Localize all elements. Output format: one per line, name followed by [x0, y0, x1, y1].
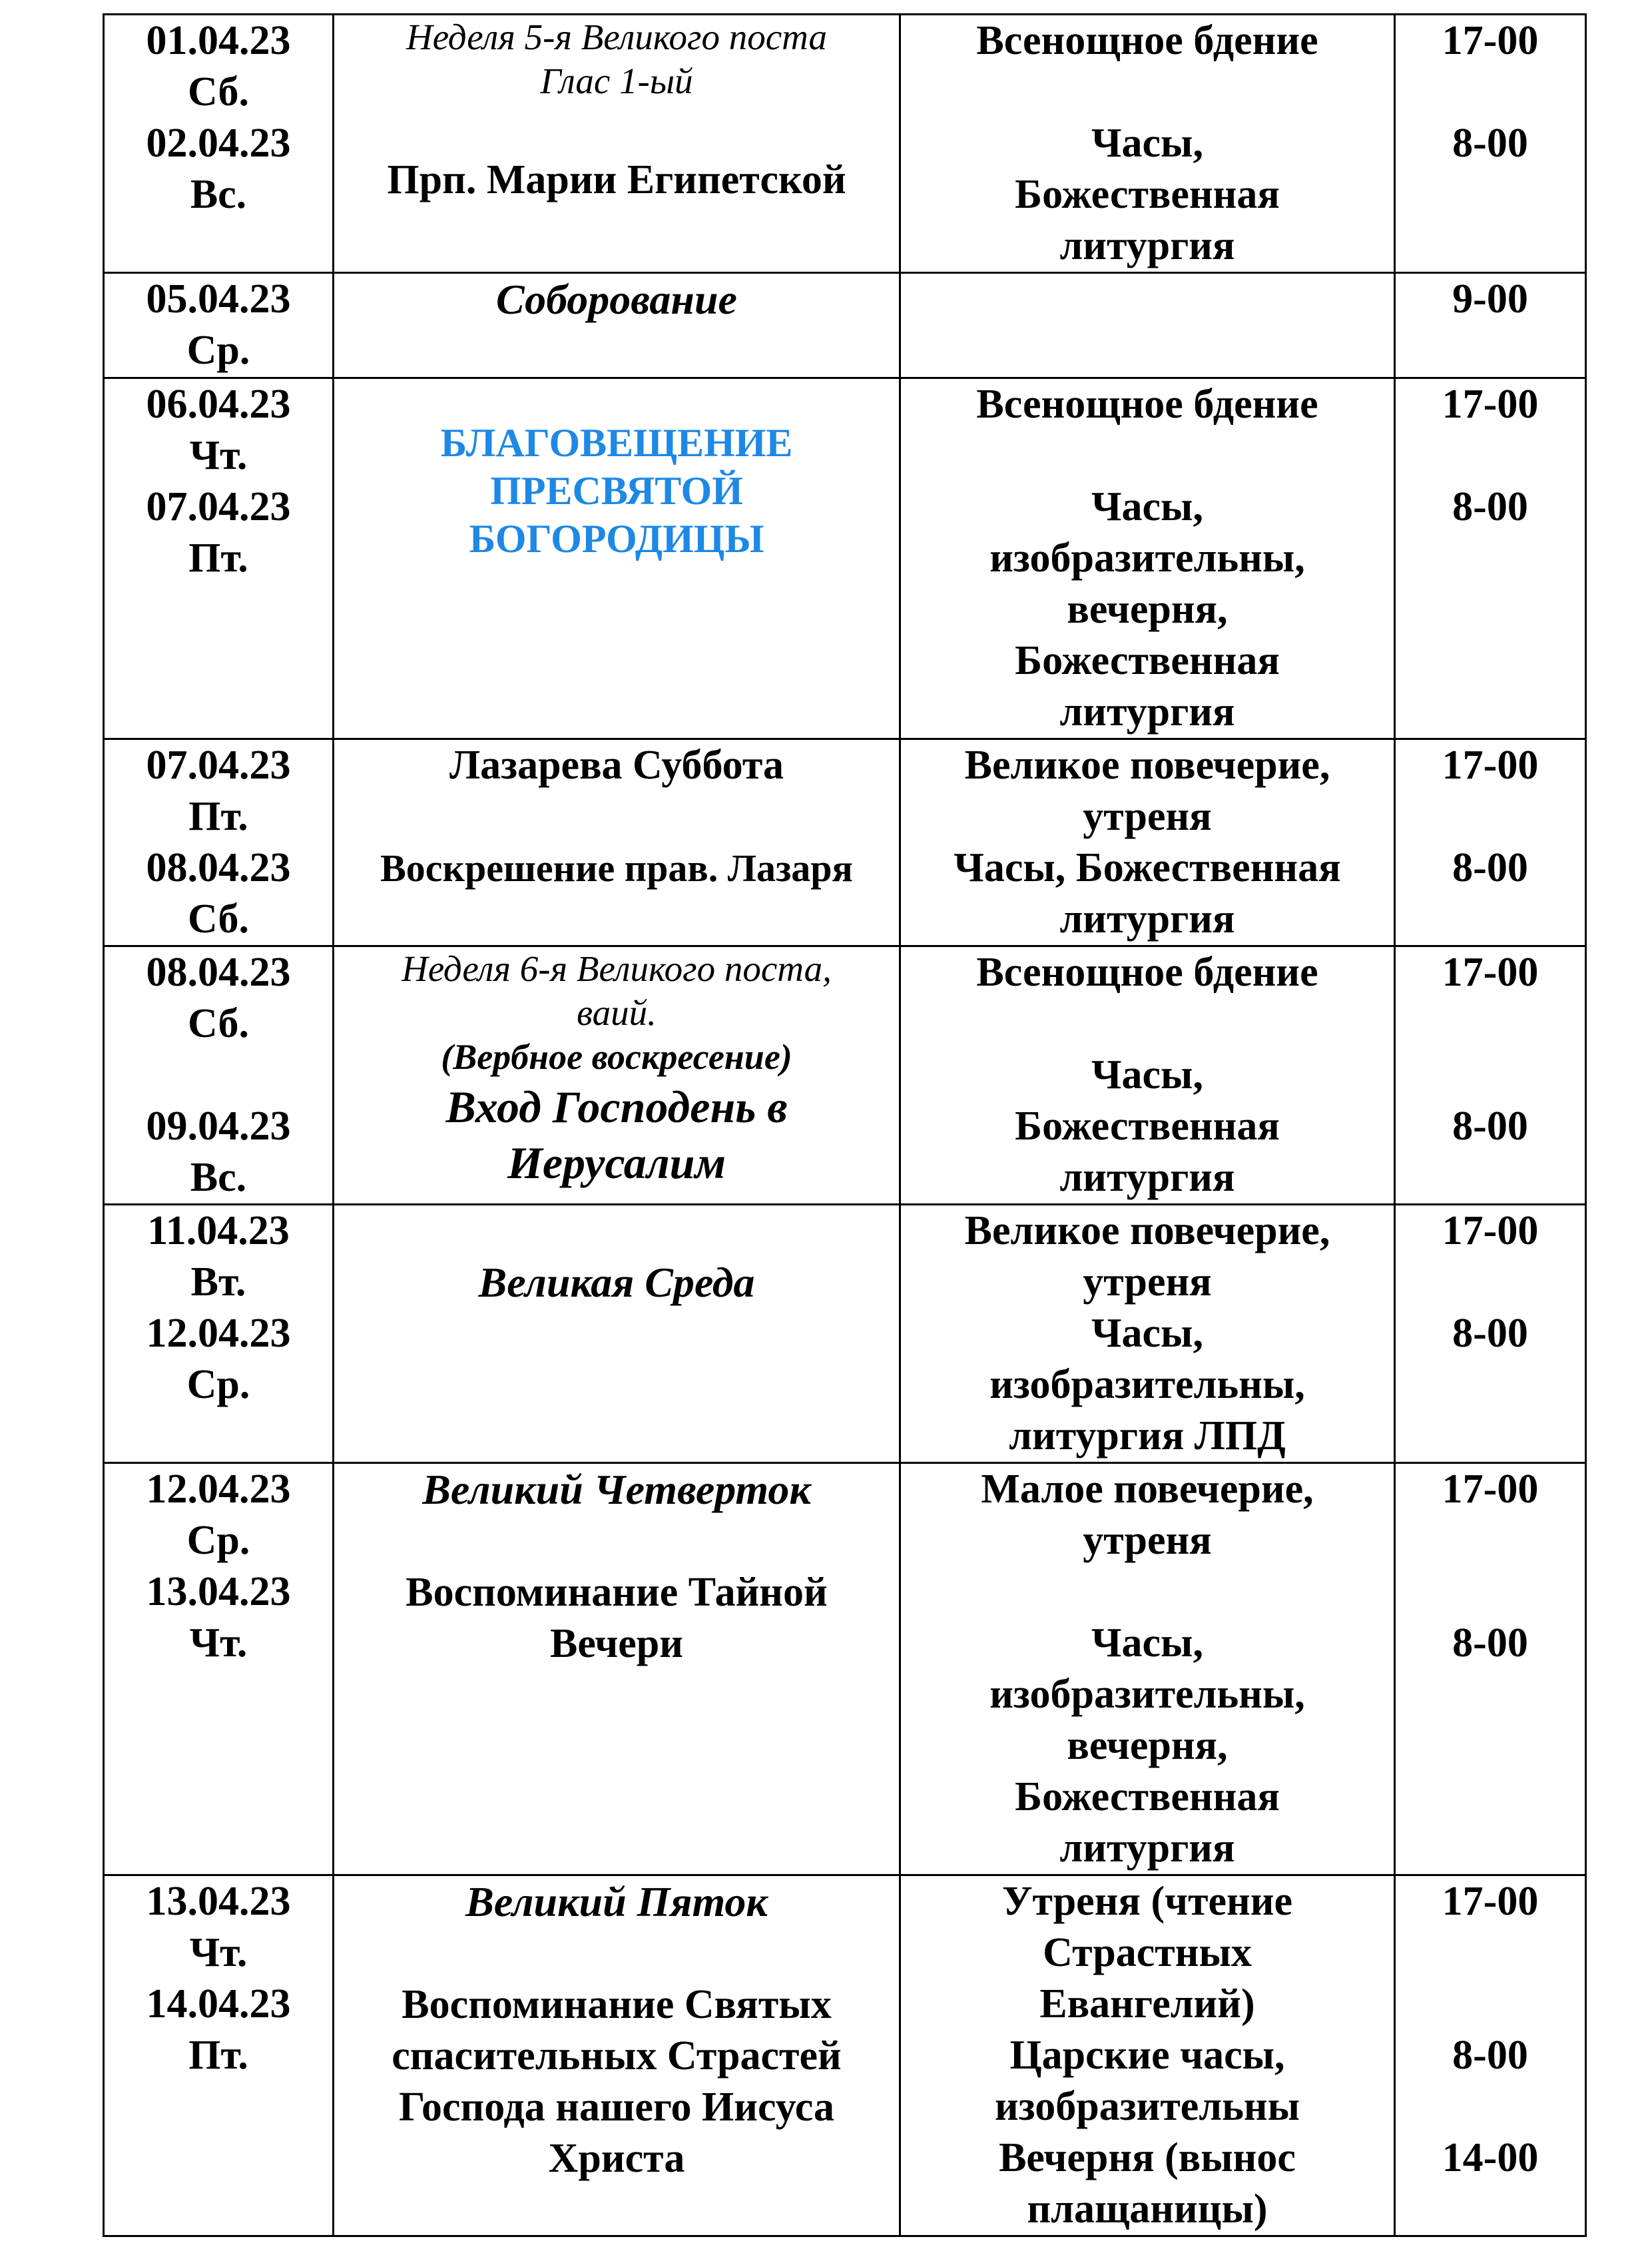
schedule-body: [104, 15, 1586, 2236]
feast-line: Господа нашего Иисуса: [398, 2084, 835, 2130]
time-line: 8-00: [1452, 845, 1528, 890]
feast-line: Великий Пяток: [465, 1878, 768, 1925]
date-line: Чт.: [189, 1930, 248, 1975]
service-cell: [900, 739, 1395, 946]
service-line: Часы, Божественная: [954, 845, 1341, 890]
feast-cell: [334, 1205, 900, 1463]
date-line: Сб.: [187, 896, 250, 942]
time-line: 8-00: [1452, 1311, 1528, 1356]
service-line: Божественная: [1015, 638, 1280, 683]
feast-line: [334, 1928, 899, 1979]
time-line: 8-00: [1452, 121, 1528, 166]
feast-line: Вечери: [549, 1621, 684, 1666]
time-line: [1396, 430, 1585, 481]
service-cell: [900, 273, 1395, 378]
service-line: Часы,: [1091, 1052, 1203, 1098]
time-line: [1396, 2081, 1585, 2132]
service-line: вечерня,: [1067, 1723, 1228, 1768]
service-cell: [900, 1875, 1395, 2236]
time-line: 17-00: [1442, 950, 1539, 995]
time-cell: [1395, 15, 1586, 273]
time-line: 8-00: [1452, 1620, 1528, 1666]
service-line: [901, 1566, 1394, 1618]
feast-cell: [334, 378, 900, 739]
service-line: Часы,: [1091, 1311, 1203, 1356]
time-cell: [1395, 946, 1586, 1205]
feast-line: Глас 1-ый: [540, 61, 693, 101]
schedule-row: [104, 946, 1586, 1205]
service-line: Царские часы,: [1009, 2033, 1285, 2078]
date-cell: [104, 1205, 334, 1463]
service-line: литургия: [1059, 1825, 1235, 1871]
date-cell: [104, 739, 334, 946]
service-line: Великое повечерие,: [964, 743, 1330, 788]
feast-line: Воскрешение прав. Лазаря: [380, 846, 853, 890]
date-line: 14.04.23: [146, 1981, 291, 2027]
time-line: 17-00: [1442, 1879, 1539, 1924]
spacer: [334, 379, 899, 419]
time-line: [1396, 1566, 1585, 1618]
schedule-row: [104, 15, 1586, 273]
time-line: 8-00: [1452, 484, 1528, 529]
date-cell: [104, 946, 334, 1205]
feast-line: спасительных Страстей: [392, 2033, 842, 2079]
feast-line: Вход Господень в: [445, 1082, 788, 1132]
feast-cell: [334, 1463, 900, 1875]
time-line: [1396, 67, 1585, 118]
schedule-row: [104, 273, 1586, 378]
time-line: 8-00: [1452, 1104, 1528, 1149]
date-line: Ср.: [186, 1362, 250, 1407]
date-line: Пт.: [188, 2033, 248, 2078]
service-line: Божественная: [1015, 1104, 1280, 1149]
service-line: Часы,: [1091, 1620, 1203, 1666]
feast-title-line: ПРЕСВЯТОЙ: [490, 469, 743, 513]
feast-title-line: БОГОРОДИЦЫ: [469, 517, 764, 561]
time-line: 17-00: [1442, 1208, 1539, 1253]
time-line: 17-00: [1442, 743, 1539, 788]
service-line: изобразительны,: [989, 1672, 1305, 1717]
date-line: 08.04.23: [146, 845, 291, 890]
time-cell: [1395, 1463, 1586, 1875]
time-line: 14-00: [1442, 2135, 1539, 2180]
time-line: [1396, 1515, 1585, 1566]
service-cell: [900, 1463, 1395, 1875]
date-line: 09.04.23: [146, 1104, 291, 1149]
service-line: [901, 67, 1394, 118]
schedule-row: [104, 378, 1586, 739]
date-line: 13.04.23: [146, 1879, 291, 1924]
date-cell: [104, 15, 334, 273]
service-line: Страстных: [1043, 1930, 1252, 1975]
date-cell: [104, 1875, 334, 2236]
service-line: Утреня (чтение: [1001, 1879, 1293, 1924]
time-line: 8-00: [1452, 2033, 1528, 2078]
date-line: Вс.: [190, 1155, 247, 1200]
feast-cell: [334, 1875, 900, 2236]
date-line: 05.04.23: [146, 276, 291, 322]
service-line: литургия: [1059, 223, 1235, 268]
date-line: Чт.: [189, 1620, 248, 1666]
service-line: Божественная: [1015, 172, 1280, 217]
feast-cell: [334, 15, 900, 273]
service-line: изобразительны: [994, 2084, 1300, 2129]
schedule-row: [104, 739, 1586, 946]
service-cell: [900, 15, 1395, 273]
feast-line: [334, 103, 899, 155]
feast-line: Неделя 5-я Великого поста: [406, 17, 827, 57]
schedule-row: [104, 1205, 1586, 1463]
feast-line: Воспоминание Тайной: [406, 1570, 828, 1615]
feast-line: Воспоминание Святых: [402, 1982, 832, 2027]
feast-line: [334, 1516, 899, 1567]
schedule-row: [104, 1463, 1586, 1875]
feast-line: (Вербное воскресение): [441, 1037, 792, 1077]
service-cell: [900, 946, 1395, 1205]
date-line: 12.04.23: [146, 1466, 291, 1512]
time-line: 17-00: [1442, 18, 1539, 63]
feast-line: ваий.: [577, 992, 657, 1033]
date-line: 07.04.23: [146, 743, 291, 788]
service-line: изобразительны,: [989, 535, 1305, 581]
time-cell: [1395, 273, 1586, 378]
time-line: [1396, 1979, 1585, 2030]
date-line: Пт.: [188, 535, 248, 581]
date-line: Вс.: [190, 172, 247, 217]
date-line: 08.04.23: [146, 950, 291, 995]
date-line: 11.04.23: [147, 1208, 290, 1253]
service-line: Малое повечерие,: [981, 1466, 1314, 1512]
feast-line: Соборование: [496, 276, 737, 323]
time-line: [1396, 791, 1585, 842]
feast-title-line: БЛАГОВЕЩЕНИЕ: [440, 421, 793, 465]
feast-cell: [334, 946, 900, 1205]
service-line: плащаницы): [1027, 2186, 1268, 2232]
service-line: Всенощное бдение: [976, 382, 1318, 427]
date-line: 01.04.23: [146, 18, 291, 63]
service-line: литургия ЛПД: [1009, 1413, 1286, 1458]
feast-line: Христа: [548, 2136, 685, 2181]
feast-line: Неделя 6-я Великого поста,: [402, 948, 832, 989]
service-line: изобразительны,: [989, 1362, 1305, 1407]
feast-line: Иерусалим: [507, 1137, 726, 1188]
date-cell: [104, 378, 334, 739]
service-line: Всенощное бдение: [976, 18, 1318, 63]
service-line: литургия: [1059, 689, 1235, 735]
feast-cell: [334, 273, 900, 378]
service-line: утреня: [1083, 794, 1212, 839]
date-line: 12.04.23: [146, 1311, 291, 1356]
feast-line: [334, 791, 899, 842]
service-line: Божественная: [1015, 1774, 1280, 1819]
service-cell: [900, 378, 1395, 739]
service-line: литургия: [1059, 1155, 1235, 1200]
date-line: 02.04.23: [146, 121, 291, 166]
service-line: вечерня,: [1067, 587, 1228, 632]
service-line: Вечерня (вынос: [999, 2135, 1296, 2180]
date-line: 07.04.23: [146, 484, 291, 529]
time-line: [1396, 998, 1585, 1050]
feast-line: Прп. Марии Египетской: [387, 157, 846, 202]
time-line: 9-00: [1452, 276, 1528, 322]
feast-line: Великий Четверток: [422, 1466, 811, 1513]
time-cell: [1395, 739, 1586, 946]
service-line: [901, 430, 1394, 481]
service-line: Всенощное бдение: [976, 950, 1318, 995]
date-cell: [104, 273, 334, 378]
date-line: Вт.: [190, 1259, 246, 1305]
feast-line: Лазарева Суббота: [449, 743, 784, 788]
date-line: 06.04.23: [146, 382, 291, 427]
service-line: утреня: [1083, 1518, 1212, 1563]
time-line: [1396, 1257, 1585, 1308]
feast-line: Великая Среда: [478, 1259, 755, 1306]
date-cell: [104, 1463, 334, 1875]
date-line: Ср.: [186, 328, 250, 373]
service-line: Великое повечерие,: [964, 1208, 1330, 1253]
time-cell: [1395, 1205, 1586, 1463]
time-line: [1396, 1927, 1585, 1979]
date-line: Чт.: [189, 433, 248, 478]
date-line: Сб.: [187, 69, 250, 115]
service-cell: [900, 1205, 1395, 1463]
service-line: Евангелий): [1039, 1981, 1255, 2027]
date-line: 13.04.23: [146, 1569, 291, 1614]
service-line: литургия: [1059, 896, 1235, 942]
service-line: Часы,: [1091, 484, 1203, 529]
time-cell: [1395, 1875, 1586, 2236]
date-line: Сб.: [187, 1001, 250, 1046]
date-line: Пт.: [188, 794, 248, 839]
time-line: 17-00: [1442, 1466, 1539, 1512]
service-line: [901, 998, 1394, 1050]
schedule-table: [103, 13, 1587, 2237]
schedule-row: [104, 1875, 1586, 2236]
time-cell: [1395, 378, 1586, 739]
date-line: [105, 1050, 332, 1101]
feast-line: [334, 1205, 899, 1257]
service-line: Часы,: [1091, 121, 1203, 166]
service-line: утреня: [1083, 1259, 1212, 1305]
feast-cell: [334, 739, 900, 946]
date-line: Ср.: [186, 1518, 250, 1563]
time-line: [1396, 1050, 1585, 1101]
time-line: 17-00: [1442, 382, 1539, 427]
